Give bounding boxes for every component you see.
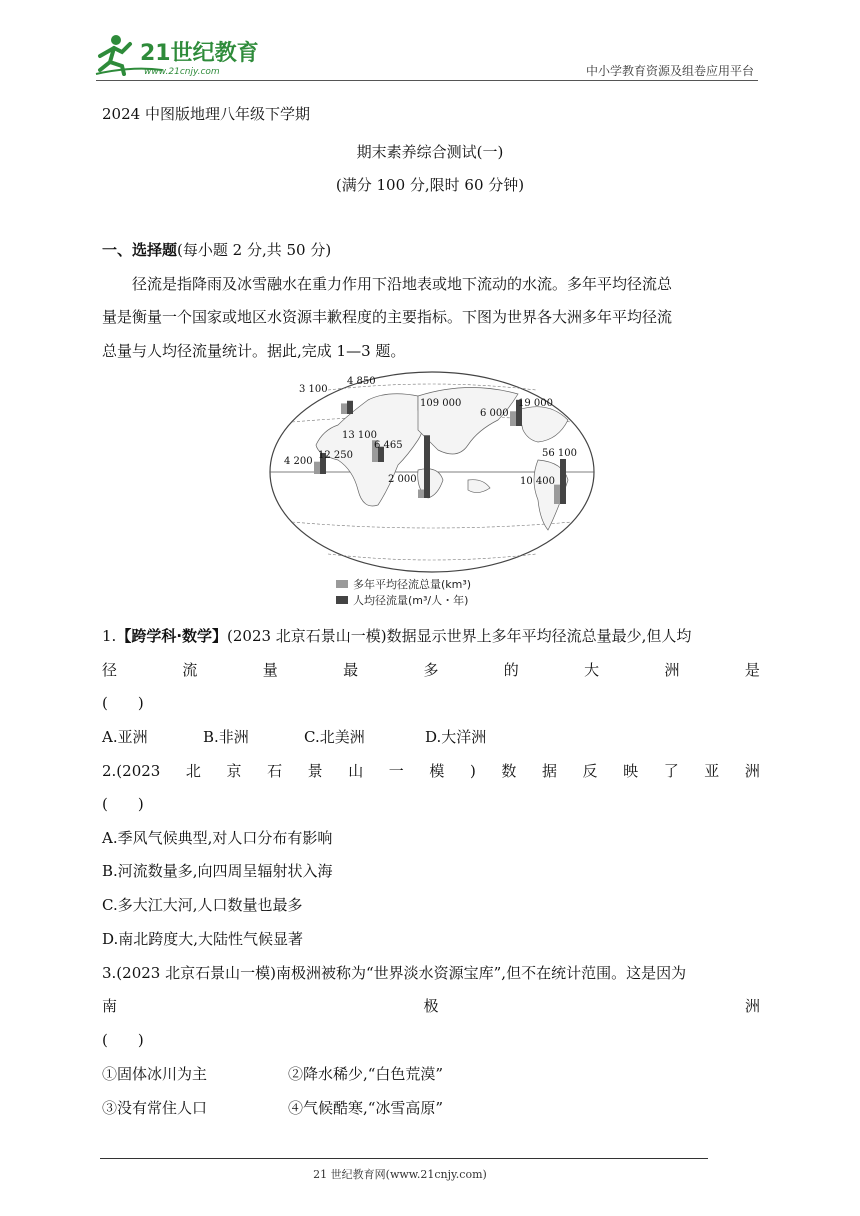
label-per-capita-3: 12 250 [318,450,353,461]
q2-line-1-char: 京 [226,762,242,780]
q3-line-2-char: 洲 [744,997,760,1015]
q2-line-1-char: 景 [307,762,323,780]
footer-divider [100,1158,708,1159]
q1-line-1: 1.【跨学科·数学】(2023 北京石景山一模)数据显示世界上多年平均径流总量最少,但人均 [102,627,692,645]
q3-line-1: 3.(2023 北京石景山一模)南极洲被称为“世界淡水资源宝库”,但不在统计范围。这是因为 [102,964,687,982]
label-total-3: 4 200 [284,456,313,467]
logo-text: 21世纪教育 [140,41,259,66]
q3-statement-2: ②降水稀少,“白色荒漠” [288,1065,444,1083]
q2-line-1-char: 据 [541,762,557,780]
q2-line-1-char: 模 [429,762,445,780]
q3-line-2-char: 极 [423,997,439,1015]
q1-option-b[interactable]: B.非洲 [203,728,249,746]
intro-line-3: 总量与人均径流量统计。据此,完成 1—3 题。 [102,342,406,360]
intro-line-1: 径流是指降雨及冰雪融水在重力作用下沿地表或地下流动的水流。多年平均径流总 [132,275,673,293]
label-total-5: 10 400 [520,476,555,487]
q1-option-a[interactable]: A.亚洲 [102,728,148,746]
section-title: 一、选择题 [102,241,178,259]
bar-total-4 [418,490,424,498]
platform-name: 中小学教育资源及组卷应用平台 [585,64,754,78]
q3-answer-paren: ( ) [102,1031,144,1049]
legend-item-per-capita: 人均径流量(m³/人・年) [336,592,471,608]
q2-line-1-char: 一 [388,762,404,780]
q1-line-2-char: 多 [423,661,439,679]
q2-line-1-char: 反 [582,762,598,780]
q1-line-2-char: 洲 [664,661,680,679]
q1-line-2-char: 量 [262,661,278,679]
q1-option-c[interactable]: C.北美洲 [304,728,365,746]
q1-answer-paren: ( ) [102,694,144,712]
q1-tag: 【跨学科·数学】 [116,627,228,645]
q2-line-1-char: 亚 [704,762,720,780]
q1-line-2-char: 是 [744,661,760,679]
world-runoff-map [268,370,596,590]
label-total-4: 2 000 [388,474,417,485]
q1-line-2-char: 大 [584,661,600,679]
q2-option-a[interactable]: A.季风气候典型,对人口分布有影响 [102,829,333,847]
label-total-0: 6 000 [480,408,509,419]
bar-total-1 [341,403,347,414]
q2-line-1 [102,760,760,782]
q2-line-1-char: 了 [663,762,679,780]
bar-per-capita-5 [560,459,566,504]
q1-line-2-char: 径 [102,661,118,679]
doc-subtitle: 2024 中图版地理八年级下学期 [102,105,310,123]
q1-line-2-char: 最 [343,661,359,679]
q1-line-2-char: 流 [182,661,198,679]
q2-option-c[interactable]: C.多大江大河,人口数量也最多 [102,896,303,914]
logo-url: www.21cnjy.com [144,67,220,77]
q1-option-d[interactable]: D.大洋洲 [425,728,487,746]
label-per-capita-5: 56 100 [542,448,577,459]
q3-line-2 [102,995,760,1017]
legend-swatch-total [336,580,348,588]
q2-line-1-char: 映 [623,762,639,780]
runner-icon [92,30,262,80]
q2-option-b[interactable]: B.河流数量多,向四周呈辐射状入海 [102,862,333,880]
legend-item-total: 多年平均径流总量(km³) [336,576,471,592]
q2-option-d[interactable]: D.南北跨度大,大陆性气候显著 [102,930,304,948]
q3-statement-1: ①固体冰川为主 [102,1065,208,1083]
bar-total-0 [510,411,516,426]
q2-line-1-char: 山 [348,762,364,780]
footer-text: 21 世纪教育网(www.21cnjy.com) [313,1168,487,1181]
q3-line-2-char: 南 [102,997,118,1015]
label-per-capita-1: 4 850 [347,376,376,387]
doc-title: 期末素养综合测试(一) [356,143,504,161]
q2-line-1-char: ) [469,762,476,780]
intro-line-2: 量是衡量一个国家或地区水资源丰歉程度的主要指标。下图为世界各大洲多年平均径流 [102,308,673,326]
label-total-1: 3 100 [299,384,328,395]
doc-meta: (满分 100 分,限时 60 分钟) [335,176,525,194]
header-divider [96,80,758,81]
site-logo [92,30,262,80]
label-per-capita-0: 19 000 [518,398,553,409]
q1-line-2-char: 的 [503,661,519,679]
map-legend [336,576,471,608]
q2-line-1-char: 洲 [744,762,760,780]
q1-line-2 [102,659,760,681]
label-per-capita-4: 109 000 [420,398,462,409]
q3-statement-4: ④气候酷寒,“冰雪高原” [288,1099,444,1117]
bar-per-capita-1 [347,401,353,414]
label-total-2: 13 100 [342,430,377,441]
bar-per-capita-4 [424,435,430,498]
q2-answer-paren: ( ) [102,795,144,813]
q2-line-1-char: 2.(2023 [102,762,161,780]
q2-line-1-char: 石 [267,762,283,780]
section-note: (每小题 2 分,共 50 分) [177,241,332,259]
q2-line-1-char: 数 [501,762,517,780]
label-per-capita-2: 6 465 [374,440,403,451]
legend-swatch-per-capita [336,596,348,604]
bar-total-5 [554,485,560,504]
q3-statement-3: ③没有常住人口 [102,1099,208,1117]
q2-line-1-char: 北 [185,762,201,780]
section-heading [102,239,331,261]
bar-total-3 [314,462,320,474]
